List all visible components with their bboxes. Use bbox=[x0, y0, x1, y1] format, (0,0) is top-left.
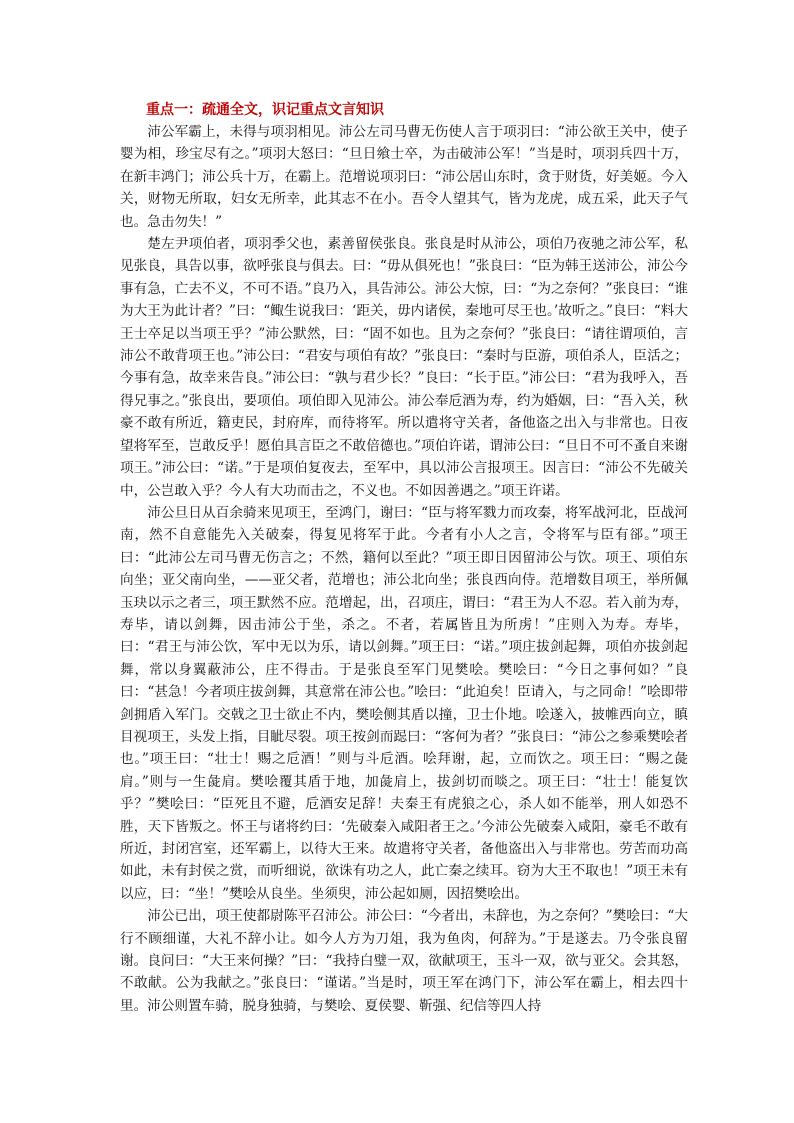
paragraph-1: 沛公军霸上，未得与项羽相见。沛公左司马曹无伤使人言于项羽曰：“沛公欲王关中，使子婴为相，珍宝尽有之。”项羽大怒曰：“旦日飨士卒，为击破沛公军！”当是时，项羽兵四十万，在新丰鸿门；沛公兵十万，在霸上。范增说项羽曰：“沛公居山东时，贪于财货，好美姬。今入关，财物无所取，妇女无所幸，此其志不在小。吾令人望其气，皆为龙虎，成五采，此天子气也。急击勿失！” bbox=[120, 124, 688, 230]
section-heading: 重点一：疏通全文，识记重点文言知识 bbox=[146, 102, 384, 118]
paragraph-4: 沛公已出，项王使都尉陈平召沛公。沛公曰：“今者出，未辞也，为之奈何？”樊哙曰：“大行不顾细谨，大礼不辞小让。如今人方为刀俎，我为鱼肉，何辞为。”于是遂去。乃令张良留谢。良问曰：“大王来何操？”曰：“我持白璧一双，欲献项王，玉斗一双，欲与亚父。会其怒，不敢献。公为我献之。”张良曰：“谨诺。”当是时，项王军在鸿门下，沛公军在霸上，相去四十里。沛公则置车骑，脱身独骑，与樊哙、夏侯婴、靳强、纪信等四人持 bbox=[120, 908, 688, 1014]
document-page bbox=[120, 99, 688, 1017]
paragraph-2: 楚左尹项伯者，项羽季父也，素善留侯张良。张良是时从沛公，项伯乃夜驰之沛公军，私见张良，具告以事，欲呼张良与俱去。曰：“毋从俱死也！”张良曰：“臣为韩王送沛公，沛公今事有急，亡去不义，不可不语。”良乃入，具告沛公。沛公大惊，曰：“为之奈何？”张良曰：“谁为大王为此计者？”曰：“鲰生说我曰：‘距关，毋内诸侯，秦地可尽王也。’故听之。”良曰：“料大王士卒足以当项王乎？”沛公默然，曰：“固不如也。且为之奈何？”张良曰：“请往谓项伯，言沛公不敢背项王也。”沛公曰：“君安与项伯有故？”张良曰：“秦时与臣游，项伯杀人，臣活之；今事有急，故幸来告良。”沛公曰：“孰与君少长？”良曰：“长于臣。”沛公曰：“君为我呼入，吾得兄事之。”张良出，要项伯。项伯即入见沛公。沛公奉卮酒为寿，约为婚姻，曰：“吾入关，秋豪不敢有所近，籍吏民，封府库，而待将军。所以遣将守关者，备他盗之出入与非常也。日夜望将军至，岂敢反乎！愿伯具言臣之不敢倍德也。”项伯许诺，谓沛公曰：“旦日不可不蚤自来谢项王。”沛公曰：“诺。”于是项伯复夜去，至军中，具以沛公言报项王。因言曰：“沛公不先破关中，公岂敢入乎？今人有大功而击之，不义也。不如因善遇之。”项王许诺。 bbox=[120, 236, 688, 499]
paragraph-3: 沛公旦日从百余骑来见项王，至鸿门，谢曰：“臣与将军戮力而攻秦，将军战河北，臣战河南，然不自意能先入关破秦，得复见将军于此。今者有小人之言，令将军与臣有郤。”项王曰：“此沛公左司马曹无伤言之；不然，籍何以至此？”项王即日因留沛公与饮。项王、项伯东向坐；亚父南向坐，——亚父者，范增也；沛公北向坐；张良西向侍。范增数目项王，举所佩玉玦以示之者三，项王默然不应。范增起，出，召项庄，谓曰：“君王为人不忍。若入前为寿，寿毕，请以剑舞，因击沛公于坐，杀之。不者，若属皆且为所虏！”庄则入为寿。寿毕，曰：“君王与沛公饮，军中无以为乐，请以剑舞。”项王曰：“诺。”项庄拔剑起舞，项伯亦拔剑起舞，常以身翼蔽沛公，庄不得击。于是张良至军门见樊哙。樊哙曰：“今日之事何如？”良曰：“甚急！今者项庄拔剑舞，其意常在沛公也。”哙曰：“此迫矣！臣请入，与之同命！”哙即带剑拥盾入军门。交戟之卫士欲止不内，樊哙侧其盾以撞，卫士仆地。哙遂入，披帷西向立，瞋目视项王，头发上指，目眦尽裂。项王按剑而跽曰：“客何为者？”张良曰：“沛公之参乘樊哙者也。”项王曰：“壮士！赐之卮酒！”则与斗卮酒。哙拜谢，起，立而饮之。项王曰：“赐之彘肩。”则与一生彘肩。樊哙覆其盾于地，加彘肩上，拔剑切而啖之。项王曰：“壮士！能复饮乎？”樊哙曰：“臣死且不避，卮酒安足辞！夫秦王有虎狼之心，杀人如不能举，刑人如恐不胜，天下皆叛之。怀王与诸将约曰：‘先破秦入咸阳者王之。’今沛公先破秦入咸阳，豪毛不敢有所近，封闭宫室，还军霸上，以待大王来。故遣将守关者，备他盗出入与非常也。劳苦而功高如此，未有封侯之赏，而听细说，欲诛有功之人，此亡秦之续耳。窃为大王不取也！”项王未有以应，曰：“坐！”樊哙从良坐。坐须臾，沛公起如厕，因招樊哙出。 bbox=[120, 504, 688, 902]
